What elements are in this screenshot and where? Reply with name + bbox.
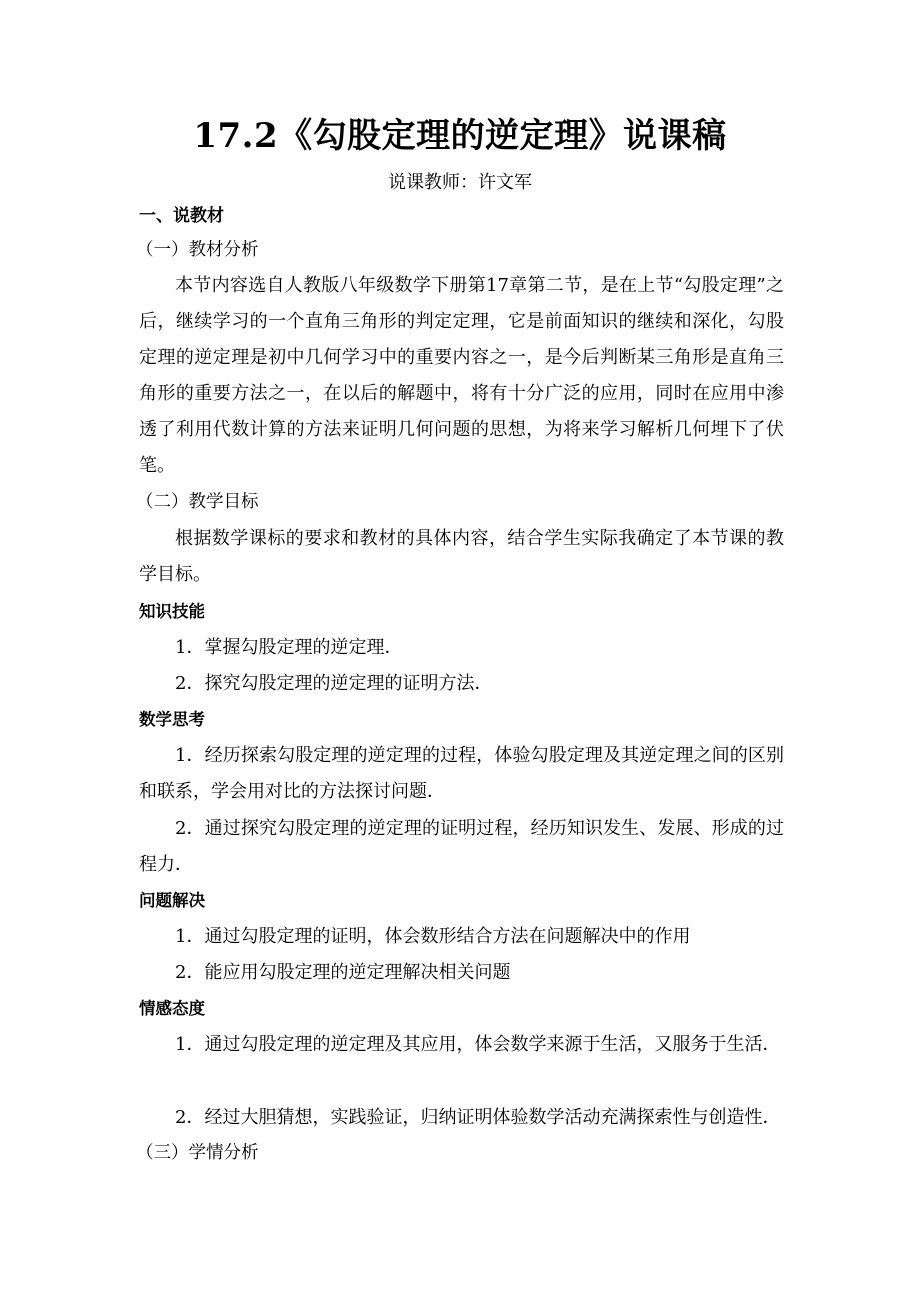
objectives-paragraph: 根据数学课标的要求和教材的具体内容，结合学生实际我确定了本节课的教学目标。 [139, 528, 784, 585]
subsection-heading-analysis: （一）教材分析 [136, 240, 259, 260]
analysis-paragraph: 本节内容选自人教版八年级数学下册第17章第二节，是在上节“勾股定理”之后，继续学习的一个直角三角形的判定定理，它是前面知识的继续和深化，勾股定理的逆定理是初中几何学习中的重要内容之一，是今后判断某三角形是直角三角形的重要方法之一，在以后的解题中，将有十分广泛的应用，同时在应用中渗透了利用代数计算的方法来证明几何问题的思想，为将来学习解析几何埋下了伏笔。 [139, 275, 784, 476]
section-heading-textbook: 一、说教材 [139, 206, 224, 226]
heading-problem-solving: 问题解决 [139, 891, 205, 910]
teacher-byline: 说课教师：许文军 [388, 172, 532, 193]
subsection-heading-learner-analysis: （三）学情分析 [136, 1143, 259, 1163]
heading-math-thinking: 数学思考 [139, 710, 205, 729]
heading-knowledge-skills: 知识技能 [139, 602, 205, 621]
list-item: 1．掌握勾股定理的逆定理． [175, 637, 403, 658]
list-item: 2．通过探究勾股定理的逆定理的证明过程，经历知识发生、发展、形成的过程力． [139, 818, 784, 875]
list-item: 1．通过勾股定理的证明，体会数形结合方法在问题解决中的作用 [175, 926, 691, 947]
list-item: 1．通过勾股定理的逆定理及其应用，体会数学来源于生活，又服务于生活． [175, 1034, 781, 1055]
page-title: 17.2《勾股定理的逆定理》说课稿 [193, 116, 727, 156]
list-item: 1．经历探索勾股定理的逆定理的过程，体验勾股定理及其逆定理之间的区别和联系，学会用对比的方法探讨问题． [139, 745, 784, 802]
heading-emotional-attitude: 情感态度 [139, 999, 205, 1018]
list-item: 2．能应用勾股定理的逆定理解决相关问题 [175, 962, 511, 983]
list-item: 2．探究勾股定理的逆定理的证明方法． [175, 673, 493, 694]
subsection-heading-objectives: （二）教学目标 [136, 492, 259, 512]
list-item: 2．经过大胆猜想，实践验证，归纳证明体验数学活动充满探索性与创造性． [175, 1107, 781, 1128]
